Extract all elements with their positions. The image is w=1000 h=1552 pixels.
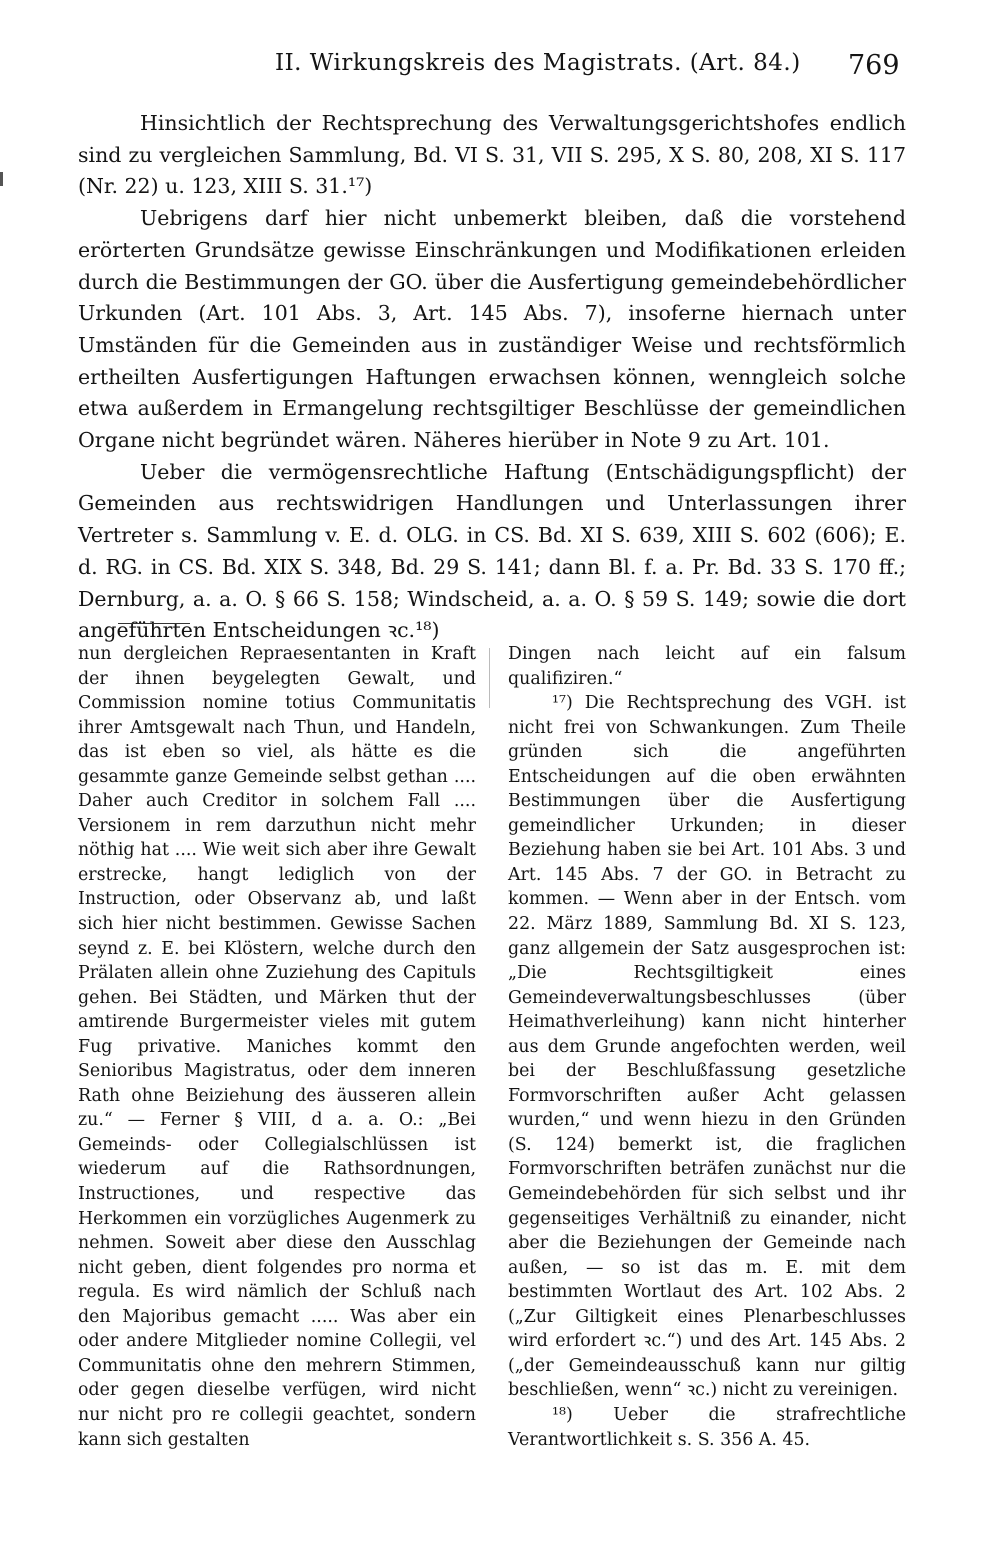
footnote-18: ¹⁸) Ueber die strafrechtliche Verantwortlichkeit s. S. 356 A. 45.	[508, 1404, 906, 1450]
footnote-continuation-left: nun dergleichen Repraesentanten in Kraft der ihnen beygelegten Gewalt, und Commission nomine totius Communitatis ihrer Amtsgewalt nach Thun, und Handeln, das ist eben so viel, als hätte es die gesammte ganze Gemeinde selbst gethan .... Daher auch Creditor in solchem Fall .... Versionem in rem darzuthun nicht mehr nöthig hat .... Wie weit sich aber ihre Gewalt erstrecke, hangt lediglich von der Instruction, oder Observanz ab, und laßt sich hier nicht bestimmen. Gewisse Sachen seynd z. E. bei Klöstern, welche durch den Prälaten allein ohne Zuziehung des Capituls gehen. Bei Städten, und Märken thut der amtirende Burgermeister vieles mit gutem Fug privative. Maniches kommt den Senioribus Magistratus, oder dem inneren Rath ohne Beiziehung des äusseren allein zu.“ — Ferner § VIII, d a. a. O.: „Bei Gemeinds- oder Collegialschlüssen ist wiederum auf die Rathsordnungen, Instructiones, und respective das Herkommen ein vorzügliches Augenmerk zu nehmen. Soweit aber diese den Ausschlag nicht geben, dient folgendes pro norma et regula. Es wird nämlich der Schluß nach den Majoribus gemacht ..... Was aber ein oder andere Mitglieder nomine Collegii, vel Communitatis ohne den mehrern Stimmen, oder gegen dieselbe verfügen, wird nicht nur nicht pro re collegii geachtet, sondern kann sich gestalten	[78, 644, 476, 1450]
paragraph-case-law: Hinsichtlich der Rechtsprechung des Verwaltungsgerichtshofes endlich sind zu vergleichen Sammlung, Bd. VI S. 31, VII S. 295, X S. 80, 208, XI S. 117 (Nr. 22) u. 123, XIII S. 31.¹⁷)	[78, 111, 906, 199]
paragraph-restrictions: Uebrigens darf hier nicht unbemerkt bleiben, daß die vorstehend erörterten Grundsätze gewisse Einschränkungen und Modifikationen erleiden durch die Bestimmungen der GO. über die Ausfertigung gemeindebehördlicher Urkunden (Art. 101 Abs. 3, Art. 145 Abs. 7), insoferne hiernach unter Umständen für die Gemeinden aus in zuständiger Weise und rechtsförmlich ertheilten Ausfertigungen Haftungen erwachsen können, wenngleich solche etwa außerdem in Ermangelung rechtsgiltiger Beschlüsse der gemeindlichen Organe nicht begründet wären. Näheres hierüber in Note 9 zu Art. 101.	[78, 206, 906, 453]
column-divider	[489, 648, 490, 708]
page-number: 769	[848, 50, 900, 81]
footnote-column-left	[78, 642, 476, 1452]
scan-edge-mark	[0, 172, 3, 186]
footnote-separator	[118, 623, 190, 624]
paragraph-liability: Ueber die vermögensrechtliche Haftung (Entschädigungspflicht) der Gemeinden aus rechtswidrigen Handlungen und Unterlassungen ihrer Vertreter s. Sammlung v. E. d. OLG. in CS. Bd. XI S. 639, XIII S. 602 (606); E. d. RG. in CS. Bd. XIX S. 348, Bd. 29 S. 141; dann Bl. f. a. Pr. Bd. 33 S. 170 ff.; Dernburg, a. a. O. § 66 S. 158; Windscheid, a. a. O. § 59 S. 149; sowie die dort angeführten Entscheidungen ꝛc.¹⁸)	[78, 459, 906, 643]
main-text	[78, 108, 906, 647]
footnote-17: ¹⁷) Die Rechtsprechung des VGH. ist nicht frei von Schwankungen. Zum Theile gründen sich die angeführten Entscheidungen auf die oben erwähnten Bestimmungen über die Ausfertigung gemeindlicher Urkunden; in dieser Beziehung haben sie bei Art. 101 Abs. 3 und Art. 145 Abs. 7 der GO. in Betracht zu kommen. — Wenn aber in der Entsch. vom 22. März 1889, Sammlung Bd. XI S. 123, ganz allgemein der Satz ausgesprochen ist: „Die Rechtsgiltigkeit eines Gemeindeverwaltungsbeschlusses (über Heimathverleihung) kann nicht hinterher aus dem Grunde angefochten werden, weil bei der Beschlußfassung gesetzliche Formvorschriften außer Acht gelassen wurden,“ und wenn hiezu in den Gründen (S. 124) bemerkt ist, die fraglichen Formvorschriften beträfen zunächst nur die Gemeindebehörden für sich selbst und ihr gegenseitiges Verhältniß zu einander, nicht aber die Beziehungen der Gemeinde nach außen, — so ist das m. E. mit dem bestimmten Wortlaut des Art. 102 Abs. 2 („Zur Giltigkeit eines Plenarbeschlusses wird erfordert ꝛc.“) und des Art. 145 Abs. 2 („der Gemeindeausschuß kann nur giltig beschließen, wenn“ ꝛc.) nicht zu vereinigen.	[508, 693, 906, 1401]
running-head: II. Wirkungskreis des Magistrats. (Art. 84.)	[275, 50, 801, 76]
footnote-continuation-right: Dingen nach leicht auf ein falsum qualifiziren.“	[508, 644, 906, 689]
footnote-column-right	[508, 642, 906, 1452]
